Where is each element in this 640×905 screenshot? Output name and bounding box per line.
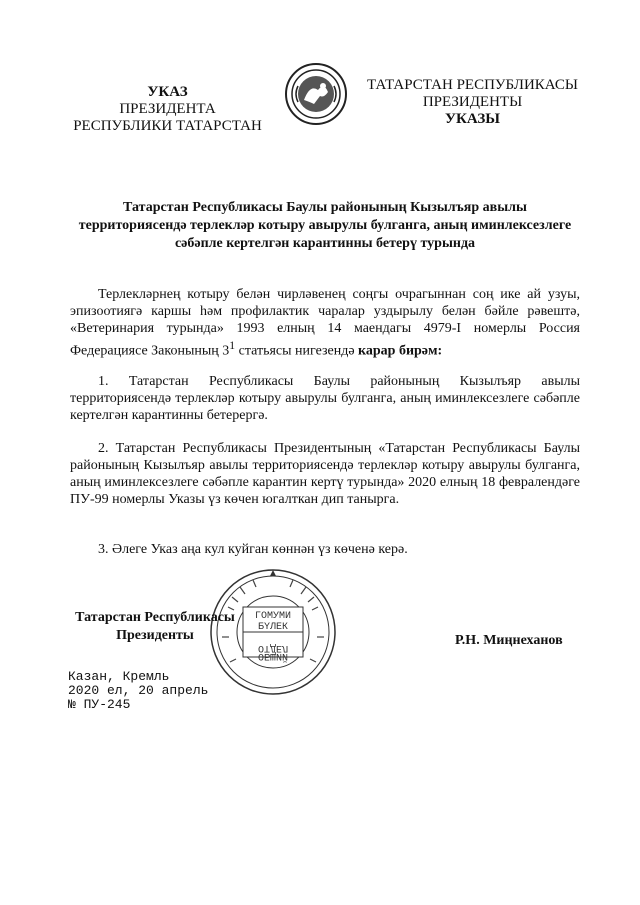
- decision-phrase: карар бирәм:: [358, 343, 443, 359]
- clause-2: [70, 440, 580, 508]
- decree-footer: [68, 670, 208, 712]
- place-line: Казан, Кремль: [68, 669, 170, 684]
- preamble-paragraph: [70, 286, 580, 360]
- preamble-mid-text: статьясы нигезендә: [235, 343, 359, 359]
- signatory-title-line-1: Татарстан Республикасы: [75, 610, 235, 625]
- stamp-line-2: БҮЛЕК: [257, 622, 289, 633]
- number-line: № ПУ-245: [68, 697, 131, 712]
- header-left-block: [60, 84, 275, 135]
- stamp-mirror-line-2: ОБЩИЙ: [257, 650, 289, 661]
- clause-1-text: 1. Татарстан Республикасы Баулы районының Кызылъяр авылы территориясендә терлекләр котыру авырулы булганга, аның иминлексезлеге сәбәпле кертелгән карантинны бетерергә.: [70, 374, 580, 423]
- president-word-tt: ПРЕЗИДЕНТЫ: [422, 94, 523, 110]
- signatory-title-line-2: Президенты: [116, 628, 194, 643]
- stamp-line-1: ГОМУМИ: [254, 611, 292, 622]
- decree-title: Татарстан Республикасы Баулы районының Кызылъяр авылы территориясендә терлекләр котыру авырулы булганга, аның иминлексезлеге сәбәпле кертелгән карантинны бетерү турында: [78, 200, 572, 251]
- stamp-mirror-line-1: ОТДЕЛ: [257, 642, 289, 653]
- article-superscript: 1: [229, 339, 236, 352]
- decree-word-ru: УКАЗ: [147, 84, 188, 100]
- republic-name-ru: РЕСПУБЛИКИ ТАТАРСТАН: [73, 118, 262, 134]
- signatory-name: Р.Н. Миңнеханов: [455, 633, 563, 648]
- clause-3: [70, 541, 580, 558]
- clause-3-text: 3. Әлеге Указ аңа кул куйган көннән үз көченә керә.: [98, 542, 408, 557]
- signatory-title: [70, 609, 240, 645]
- clause-2-text: 2. Татарстан Республикасы Президентының «Татарстан Республикасы Баулы районының Кызылъяр авылы территориясендә терлекләр котыру авырулы булганга, аның иминлексезлеге сәбәпле карантин кертү турында» 2020 елның 18 февралендәге ПУ-99 номерлы Указы үз көчен югалткан дип танырга.: [70, 441, 580, 507]
- republic-name-tt: ТАТАРСТАН РЕСПУБЛИКАСЫ: [367, 77, 578, 93]
- clause-1: [70, 373, 580, 424]
- date-line: 2020 ел, 20 апрель: [68, 683, 209, 698]
- president-word-ru: ПРЕЗИДЕНТА: [119, 101, 216, 117]
- header-right-block: [355, 77, 590, 128]
- preamble-text: Терлекләрнең котыру белән чирләвенең соңгы очрагыннан соң ике ай узуы, эпизоотиягә каршы һәм профилактик чаралар уздырылу белән бәйле рәвештә, «Ветеринария турында» 1993 елның 14 маендагы 4979-I номерлы Россия Федерациясе Законының 3: [70, 287, 580, 359]
- tatarstan-coat-of-arms-icon: [284, 62, 348, 126]
- decree-word-tt: УКАЗЫ: [445, 111, 500, 127]
